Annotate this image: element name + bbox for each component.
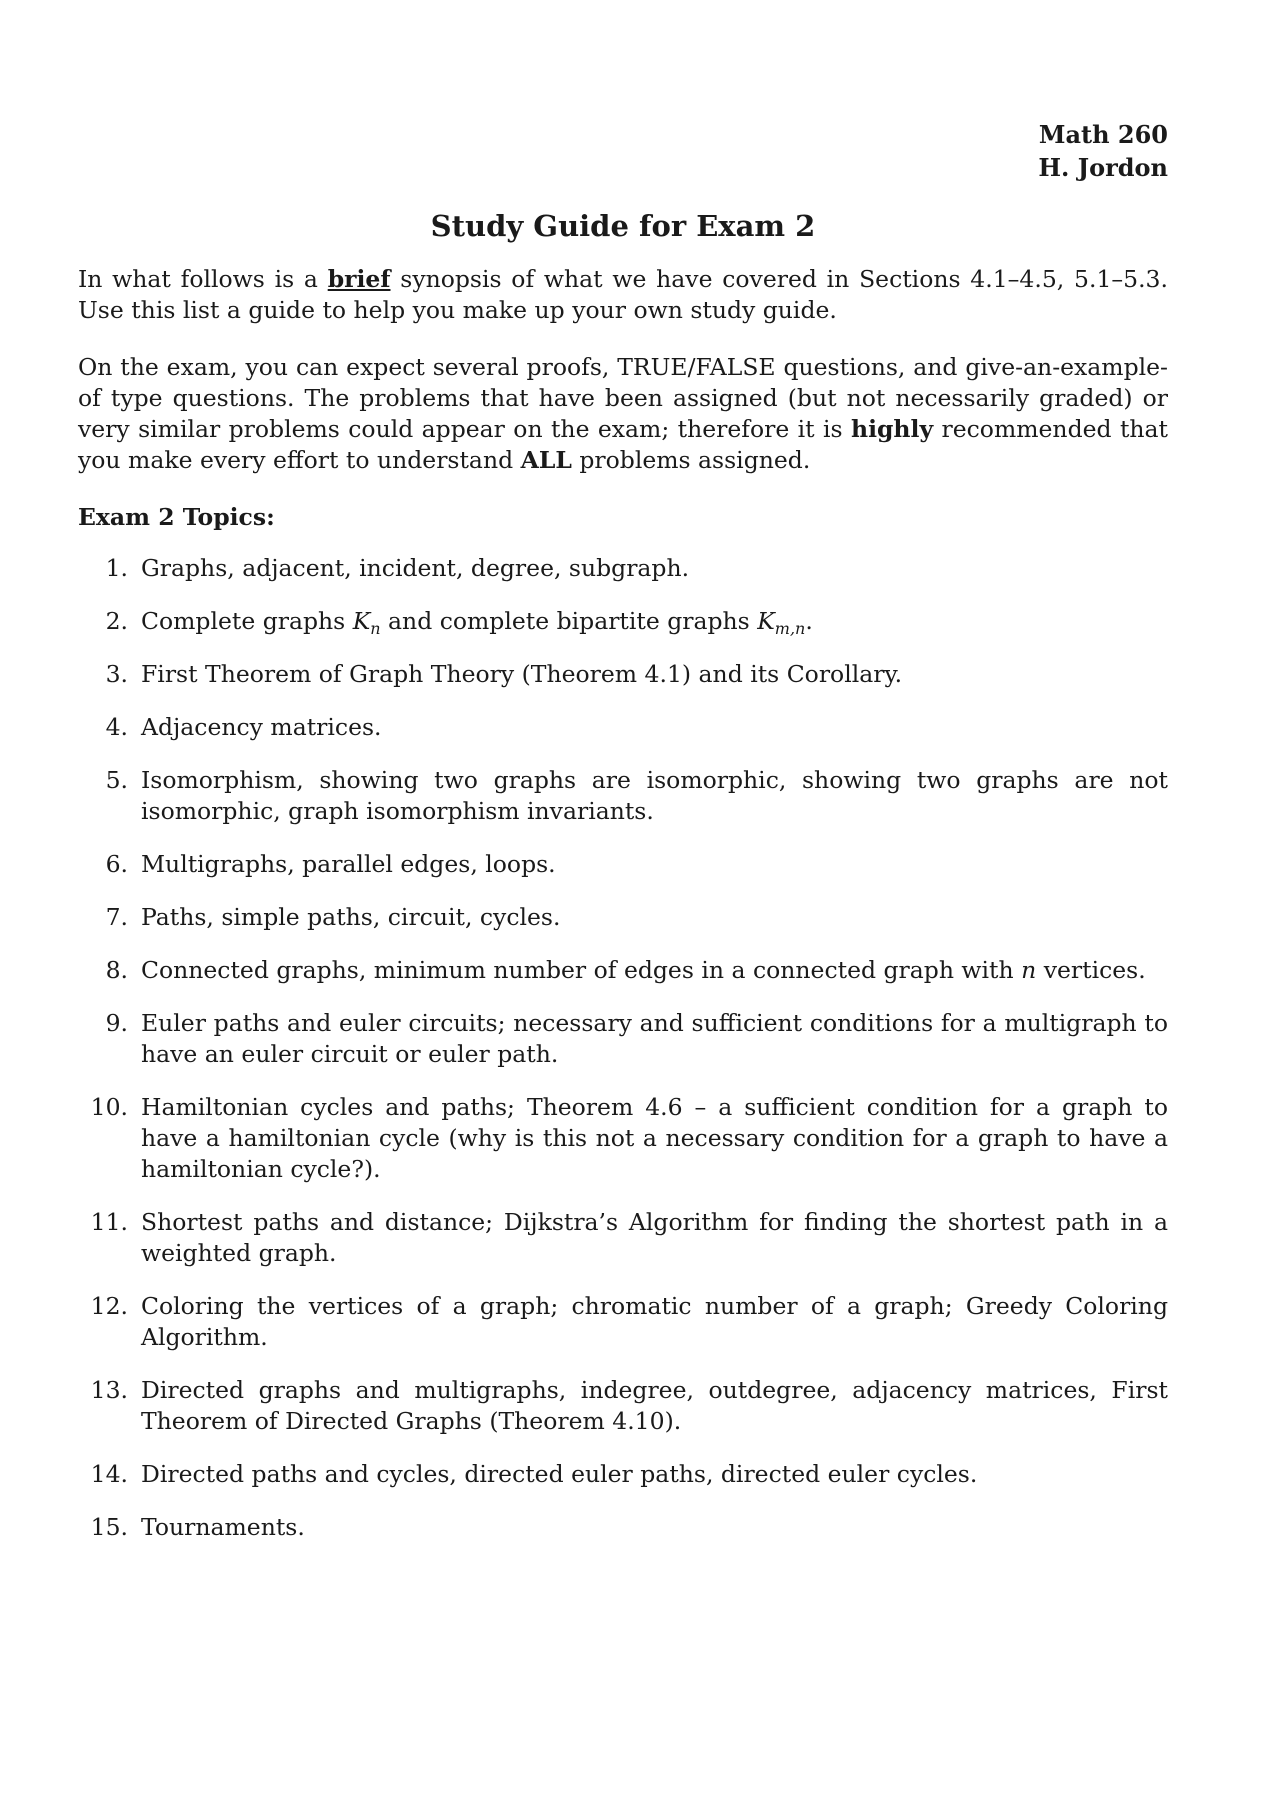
- intro-text: synopsis of what we have covered in Sections 4.1–4.5, 5.1–5.3. Use this list a guide to help you make up your own study guide.: [78, 265, 1168, 324]
- list-item: [78, 712, 1168, 743]
- topics-list: [78, 553, 1168, 1543]
- list-item: [78, 1092, 1168, 1185]
- math-k-mn: [757, 607, 806, 638]
- item-text: Euler paths and euler circuits; necessary and sufficient conditions for a multigraph to have an euler circuit or euler path.: [141, 1009, 1168, 1068]
- item-text: Multigraphs, parallel edges, loops.: [141, 850, 556, 878]
- list-item: [78, 1375, 1168, 1437]
- item-text: Shortest paths and distance; Dijkstra’s Algorithm for finding the shortest path in a weighted graph.: [141, 1208, 1168, 1267]
- item-text: First Theorem of Graph Theory (Theorem 4.1) and its Corollary.: [141, 660, 903, 688]
- document-header: [78, 118, 1168, 184]
- item-text: Directed graphs and multigraphs, indegree, outdegree, adjacency matrices, First Theorem of Directed Graphs (Theorem 4.10).: [141, 1376, 1168, 1435]
- item-text: Adjacency matrices.: [141, 713, 382, 741]
- list-item: [78, 1008, 1168, 1070]
- emphasis-highly: highly: [850, 415, 934, 443]
- item-number: 14.: [90, 1460, 128, 1488]
- item-number: 10.: [90, 1093, 128, 1121]
- list-item: [78, 849, 1168, 880]
- item-number: 6.: [105, 850, 128, 878]
- item-text: Connected graphs, minimum number of edges in a connected graph with: [141, 956, 1022, 984]
- math-subscript: m,n: [774, 619, 806, 638]
- intro-text: problems assigned.: [571, 446, 811, 474]
- item-number: 3.: [105, 660, 128, 688]
- item-text: Graphs, adjacent, incident, degree, subgraph.: [141, 554, 690, 582]
- list-item: [78, 1207, 1168, 1269]
- list-item: [78, 902, 1168, 933]
- intro-paragraph-2: [78, 352, 1168, 476]
- item-number: 1.: [105, 554, 128, 582]
- intro-paragraph-1: [78, 264, 1168, 326]
- item-number: 8.: [105, 956, 128, 984]
- item-text: Complete graphs: [141, 607, 353, 635]
- item-number: 12.: [90, 1292, 128, 1320]
- list-item: [78, 606, 1168, 637]
- item-number: 15.: [90, 1513, 128, 1541]
- item-number: 5.: [105, 766, 128, 794]
- item-number: 11.: [90, 1208, 128, 1236]
- list-item: [78, 659, 1168, 690]
- emphasis-all: ALL: [520, 446, 572, 474]
- list-item: [78, 1512, 1168, 1543]
- item-text: Tournaments.: [141, 1513, 305, 1541]
- intro-text: recommended that you make every effort to understand: [78, 415, 1168, 474]
- intro-text: On the exam, you can expect several proofs, TRUE/FALSE questions, and give-an-example-of type questions. The problems that have been assigned (but not necessarily graded) or very similar problems could appear on the exam; therefore it is: [78, 353, 1168, 443]
- course-name: Math 260: [1038, 120, 1168, 149]
- instructor-name: H. Jordon: [1038, 153, 1168, 182]
- intro-text: In what follows is a: [78, 265, 328, 293]
- math-symbol: K: [757, 607, 775, 635]
- item-text: Paths, simple paths, circuit, cycles.: [141, 903, 561, 931]
- item-number: 7.: [105, 903, 128, 931]
- math-variable: n: [1021, 956, 1037, 984]
- item-text: Directed paths and cycles, directed euler paths, directed euler cycles.: [141, 1460, 978, 1488]
- math-k-n: [352, 607, 381, 638]
- item-number: 13.: [90, 1376, 128, 1404]
- item-text: and complete bipartite graphs: [380, 607, 758, 635]
- topics-heading: Exam 2 Topics:: [78, 503, 275, 531]
- emphasis-brief: brief: [327, 265, 391, 293]
- item-number: 9.: [105, 1009, 128, 1037]
- list-item: [78, 955, 1168, 986]
- list-item: [78, 765, 1168, 827]
- math-symbol: K: [352, 607, 371, 635]
- document-page: [78, 118, 1168, 1565]
- item-text: Hamiltonian cycles and paths; Theorem 4.6 – a sufficient condition for a graph to have a hamiltonian cycle (why is this not a necessary condition for a graph to have a hamiltonian cycle?).: [141, 1093, 1168, 1183]
- list-item: [78, 1459, 1168, 1490]
- math-subscript: n: [370, 619, 381, 638]
- list-item: [78, 553, 1168, 584]
- item-text: vertices.: [1036, 956, 1146, 984]
- item-number: 2.: [105, 607, 128, 635]
- item-text: Coloring the vertices of a graph; chromatic number of a graph; Greedy Coloring Algorithm.: [141, 1292, 1168, 1351]
- item-number: 4.: [105, 713, 128, 741]
- item-text: Isomorphism, showing two graphs are isomorphic, showing two graphs are not isomorphic, graph isomorphism invariants.: [141, 766, 1168, 825]
- page-title: Study Guide for Exam 2: [430, 209, 816, 243]
- list-item: [78, 1291, 1168, 1353]
- item-text: .: [805, 607, 813, 635]
